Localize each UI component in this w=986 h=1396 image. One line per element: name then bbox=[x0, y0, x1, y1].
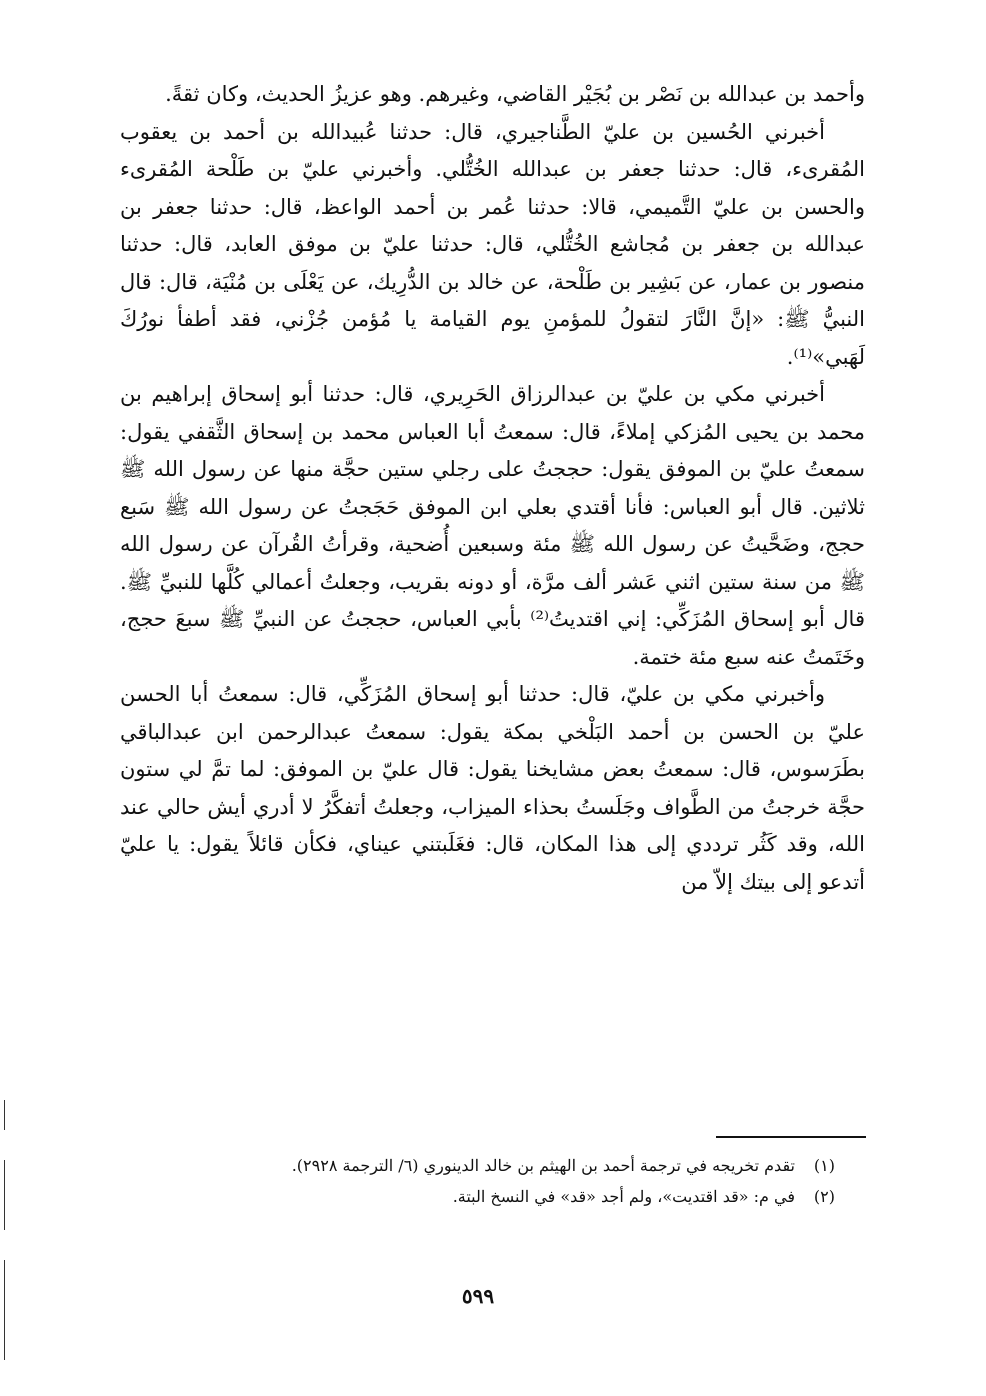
footnote-number: (٢) bbox=[813, 1187, 835, 1206]
scan-margin-line bbox=[4, 1160, 5, 1230]
footnote-number: (١) bbox=[813, 1156, 835, 1175]
footnote-2 bbox=[120, 1181, 835, 1212]
paragraph-1: وأحمد بن عبدالله بن نَصْر بن بُجَيْر القاضي، وغيرهم. وهو عزيزُ الحديث، وكان ثقةً. bbox=[165, 82, 865, 106]
page-body bbox=[120, 76, 865, 901]
footnote-1 bbox=[120, 1150, 835, 1181]
footnote-text: في م: «قد اقتديت»، ولم أجد «قد» في النسخ البتة. bbox=[452, 1187, 795, 1206]
footnotes bbox=[120, 1150, 835, 1212]
paragraph-3: أخبرني مكي بن عليّ بن عبدالرزاق الحَرِيري، قال: حدثنا أبو إسحاق إبراهيم بن محمد بن يحيى المُزكي إملاءً، قال: سمعتُ أبا العباس محمد بن إسحاق الثَّقفي يقول: سمعتُ عليّ بن الموفق يقول: حججتُ على رجلي ستين حجَّة منها عن رسول الله ﷺ ثلاثين. قال أبو العباس: فأنا أقتدي بعلي ابن الموفق حَجَجتُ عن رسول الله ﷺ سَبع حجج، وضَحَّيتُ عن رسول الله ﷺ مئة وسبعين أُضحية، وقرأتُ القُرآن عن رسول الله ﷺ من سنة ستين اثني عَشر ألف مرَّة، أو دونه بقريب، وجعلتُ أعمالي كُلَّها للنبيِّ ﷺ. قال أبو إسحاق المُزَكِّي: إني اقتديتُ⁽²⁾ بأبي العباس، حججتُ عن النبيِّ ﷺ سبعَ حجج، وخَتَمتُ عنه سبع مئة ختمة. bbox=[120, 382, 865, 669]
paragraph-2: أخبرني الحُسين بن عليّ الطَّناجيري، قال: حدثنا عُبيدالله بن أحمد بن يعقوب المُقرىء، قال: حدثنا جعفر بن عبدالله الخُتُّلي. وأخبرني عليّ بن طَلْحة المُقرىء والحسن بن عليّ التَّميمي، قالا: حدثنا عُمر بن أحمد الواعظ، قال: حدثنا جعفر بن عبدالله بن جعفر بن مُجاشع الخُتُّلي، قال: حدثنا عليّ بن موفق العابد، قال: حدثنا منصور بن عمار، عن بَشِير بن طَلْحة، عن خالد بن الدُّرِيك، عن يَعْلَى بن مُنْيَة، قال: قال النبيُّ ﷺ: «إنَّ النَّارَ لتقولُ للمؤمنِ يوم القيامة يا مُؤمن جُزْني، فقد أطفأ نورُكَ لَهَبي»⁽¹⁾. bbox=[120, 119, 865, 369]
page-number: ٥٩٩ bbox=[461, 1284, 495, 1308]
footnote-text: تقدم تخريجه في ترجمة أحمد بن الهيثم بن خالد الدينوري (٦/ الترجمة ٢٩٢٨). bbox=[291, 1156, 795, 1175]
scan-margin-line bbox=[4, 1260, 5, 1360]
paragraph-4: وأخبرني مكي بن عليّ، قال: حدثنا أبو إسحاق المُزَكِّي، قال: سمعتُ أبا الحسن عليّ بن الحسن بن أحمد البَلْخي بمكة يقول: سمعتُ عبدالرحمن ابن عبدالباقي بطَرَسوس، قال: سمعتُ بعض مشايخنا يقول: قال عليّ بن الموفق: لما تمَّ لي ستون حجَّة خرجتُ من الطَّواف وجَلَستُ بحذاء الميزاب، وجعلتُ أتفكَّرُ لا أدري أيش حالي عند الله، وقد كَثُر ترددي إلى هذا المكان، قال: فغَلَبتني عيناي، فكأن قائلاً يقول: يا عليّ أتدعو إلى بيتك إلاّ من bbox=[120, 682, 865, 894]
footnote-divider bbox=[716, 1136, 866, 1138]
scan-margin-line bbox=[4, 1100, 5, 1130]
